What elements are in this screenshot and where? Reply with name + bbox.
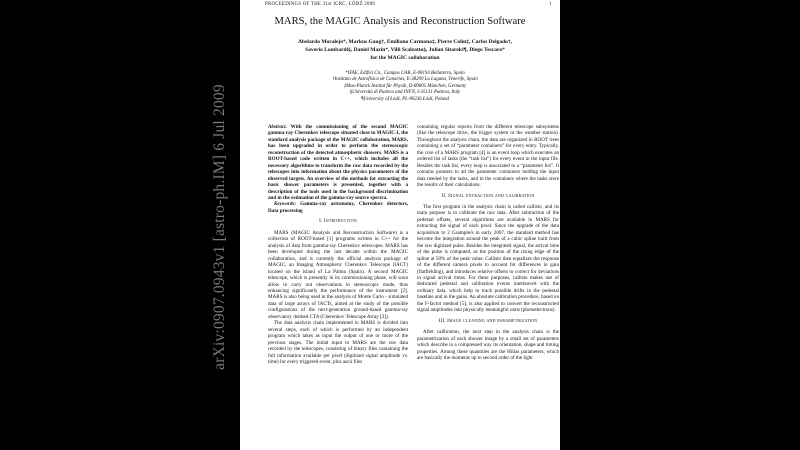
body-paragraph: After calibration, the next step in the analysis chain is the parametrization of each shower image by a small set of parameters which describe in a compressed way its orientation, shape and timing properties. Among these quantities are the Hillas parameters, which are basically the moments up to second order of the light [417,329,559,361]
affiliation-line: †Instituto de Astrofísica de Canarias, E-38200 La Laguna, Tenerife, Spain [332,77,478,83]
keywords [268,201,408,214]
body-paragraph: The first program in the analysis chain is called callisto, and its main purpose is to calibrate the raw data. After subtraction of the pedestal offsets, several algorithms are available in MARS for extracting the signal of each pixel. Since the upgrade of the data acquisition to 2 Gsample/s in early 2007, the standard method has become the integration around the peak of a cubic spline built from the raw digitized pulse. Besides the integrated signal, the arrival time of the pulse is computed, as the position of the rising edge of the spline at 50% of the peak value. Callisto then equalizes the response of the different camera pixels to account for differences in gain (flatfielding), and introduces relative offsets to correct for deviations in signal arrival times. For these purposes, callisto makes use of dedicated pedestal and calibration events interleaved with the ordinary data, which help to track possible drifts in the pedestal baseline and in the gains. An absolute calibration procedure, based on the F-factor method [5], is also applied to convert the reconstructed signal amplitudes into physically meaningful units (photoelectrons). [417,203,560,314]
affiliation-list [290,71,520,103]
author-line: for the MAGIC collaboration [370,55,440,62]
section-heading-signal-extraction: II. Signal extraction and calibration [441,193,535,199]
page-number: 1 [549,2,552,7]
affiliation-line: §Università di Padova and INFN, I-35131 Padova, Italy [349,90,461,96]
author-line: Saverio Lombardi§, Daniel Mazin*, Villi Scalzotto§, Julian Sitarek‖¶, Diego Tescaro* [305,47,505,54]
author-list [270,38,540,63]
abstract-text: With the commissioning of the second MAGIC gamma-ray Cherenkov telescope situated close to MAGIC-I, the standard analysis package of the MAGIC collaboration, MARS, has been upgraded in order to perform the stereoscopic reconstruction of the detected atmospheric showers. MARS is a ROOT-based code written in C++, which includes all the necessary algorithms to transform the raw data recorded by the telescopes into information about the physics parameters of the observed targets. An overview of the methods for extracting the basic shower parameters is presented, together with a description of the tools used in the background discrimination and in the estimation of the gamma-ray source spectra. [268,124,408,201]
author-line: Abelardo Moralejo*, Markus Gaug†, Emiliano Carmona‡, Pierre Colin‡, Carlos Delgado†, [297,39,513,45]
keywords-text: Gamma-ray astronomy, Cherenkov detectors, Data processing [268,201,408,214]
affiliation-line: ‡Max-Planck Institut für Physik, D-80805 München, Germany [343,83,467,89]
paper-title: MARS, the MAGIC Analysis and Reconstruction Software [274,16,526,27]
affiliation-line: *IFAE, Edifici Cn., Campus UAB, E-08193 Bellaterra, Spain [345,71,465,76]
section-heading-introduction: I. Introduction [319,219,357,225]
arxiv-id: arXiv:0907.0943v1 [astro-ph.IM] 6 Jul 2009 [211,84,228,370]
section-heading-image-cleaning: III. Image cleaning and parametrization [438,318,538,324]
abstract [268,124,408,201]
body-paragraph: containing regular reports from the different telescope subsystems (like the telescope drive, the trigger system or the weather station). Throughout the analysis chain, the data are organized in ROOT trees containing a set of “parameter containers” for every entry. Typically, the core of a MARS program [4] is an event loop which executes an ordered list of tasks (the “task list”) for every event in the input file. Besides the task list, every loop is associated to a “parameter list”. It contains pointers to all the parameter containers holding the input data needed by the tasks, and to the containers where the tasks store the results of their calculations. [417,124,559,189]
paper-page [240,0,560,450]
keywords-label: Keywords: [274,201,297,208]
right-column [417,124,559,361]
affiliation-line: ¶University of Łódź, PL-90236 Łódź, Poland [360,96,449,102]
running-header [265,2,552,7]
running-header-left: PROCEEDINGS OF THE 31st ICRC, ŁÓDŹ 2009 [265,2,376,7]
left-column [268,124,408,365]
arxiv-stamp [200,82,240,372]
abstract-label: Abstract. [268,124,287,130]
body-paragraph: The data analysis chain implemented in MARS is divided into several steps, each of which is performed by an independent program which takes as input the output of one or more of the previous stages. The initial input to MARS are the raw data recorded by the telescopes, consisting of binary files containing the full information available per pixel (digitized signal amplitude vs. time) for every triggered event, plus ascii files [268,320,408,365]
body-paragraph: MARS (MAGIC Analysis and Reconstruction Software) is a collection of ROOT-based [1] programs written in C++ for the analysis of data from gamma-ray Cherenkov telescopes. MARS has been developed during the last decade within the MAGIC collaboration, and is currently the official analysis package of MAGIC, an Imaging Atmospheric Cherenkov Telescope (IACT) located on the island of La Palma (Spain). A second MAGIC telescope, which is presently in its commissioning phase, will soon allow to carry out observations in stereoscopic mode, thus enhancing significantly the performance of the instrument [2]. MARS is also being used in the analysis of Monte Carlo - simulated data of large arrays of IACTs, aimed at the study of the possible configurations of the next-generation ground-based gamma-ray observatory dubbed CTA (Cherenkov Telescope Array [3]). [268,229,408,320]
